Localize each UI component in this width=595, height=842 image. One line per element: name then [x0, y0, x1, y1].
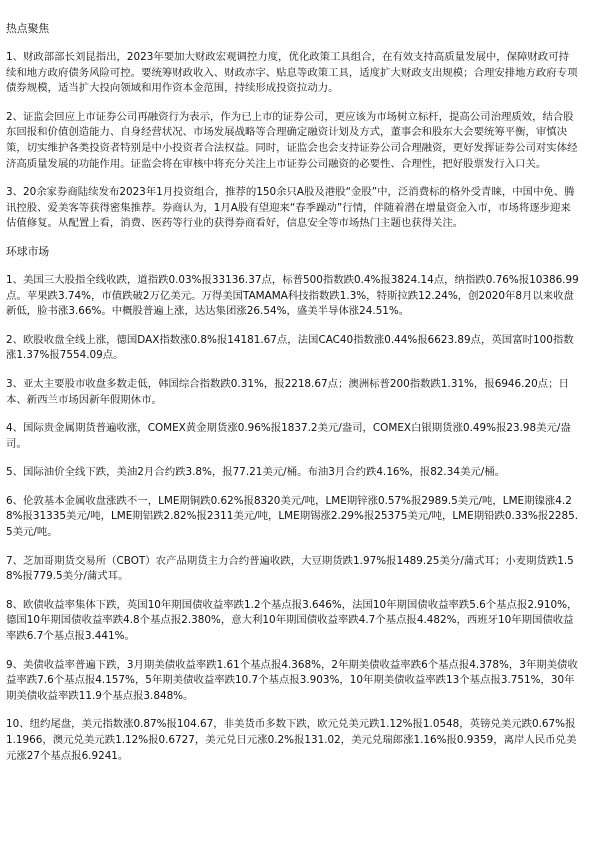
paragraph: 3、20余家券商陆续发布2023年1月投资组合，推荐的150余只A股及港股“金股”中，泛消费标的格外受青睐，中国中免、腾讯控股、爱美客等获得密集推荐。券商认为，1月A股有望迎来“春季躁动”行情，伴随着潜在增量资金入市，市场将逐步迎来估值修复。从配置上看，消费、医药等行业的获得券商看好，信息安全等市场热门主题也获得关注。 — [6, 186, 575, 230]
paragraph: 2、证监会回应上市证券公司再融资行为表示，作为已上市的证券公司，更应该为市场树立标杆，提高公司治理质效，结合股东回报和价值创造能力、自身经营状况、市场发展战略等合理确定融资计划及方式，董事会和股东大会要统筹平衡，审慎决策，切实维护各类投资者特别是中小投资者合法权益。同时，证监会也会支持证券公司合理融资，更好发挥证券公司对实体经济高质量发展的功能作用。证监会将在审核中将充分关注上市证券公司融资的必要性、合理性，把好股票发行入口关。 — [6, 110, 578, 170]
paragraph: 7、芝加哥期货交易所（CBOT）农产品期货主力合约普遍收跌，大豆期货跌1.97%报1489.25美分/蒲式耳；小麦期货跌1.58%报779.5美分/蒲式耳。 — [6, 554, 574, 583]
paragraph: 1、美国三大股指全线收跌，道指跌0.03%报33136.37点，标普500指数跌0.4%报3824.14点，纳指跌0.76%报10386.99点。苹果跌3.74%，市值跌破2万亿美元。万得美国TAMAMA科技指数跌1.3%，特斯拉跌12.24%，创2020年8月以来收盘新低，脸书涨3.66%。中概股普遍上涨，达达集团涨26.54%，盛美半导体涨24.51%。 — [6, 273, 579, 318]
section-title: 热点聚焦 — [6, 22, 50, 35]
section-title: 环球市场 — [6, 244, 50, 258]
paragraph: 8、欧债收益率集体下跌，英国10年期国债收益率跌1.2个基点报3.646%，法国10年期国债收益率跌5.6个基点报2.910%，德国10年期国债收益率跌4.8个基点报2.380%，意大利10年期国债收益率跌4.7个基点报4.482%，西班牙10年期国债收益率跌6.7个基点报3.441%。 — [6, 598, 578, 643]
paragraph: 9、美债收益率普遍下跌，3月期美债收益率跌1.61个基点报4.368%，2年期美债收益率跌6个基点报4.378%，3年期美债收益率跌7.6个基点报4.157%，5年期美债收益率跌10.7个基点报3.903%，10年期美债收益率跌13个基点报3.751%，30年期美债收益率跌11.9个基点报3.848%。 — [6, 658, 578, 702]
paragraph: 3、亚太主要股市收盘多数走低，韩国综合指数跌0.31%，报2218.67点；澳洲标普200指数跌1.31%，报6946.20点；日本、新西兰市场因新年假期休市。 — [6, 377, 569, 406]
paragraph: 4、国际贵金属期货普遍收涨，COMEX黄金期货涨0.96%报1837.2美元/盎司，COMEX白银期货涨0.49%报23.98美元/盎司。 — [6, 422, 571, 450]
paragraph: 2、欧股收盘全线上涨，德国DAX指数涨0.8%报14181.67点，法国CAC40指数涨0.44%报6623.89点，英国富时100指数涨1.37%报7554.09点。 — [6, 333, 574, 362]
paragraph: 10、纽约尾盘，美元指数涨0.87%报104.67，非美货币多数下跌，欧元兑美元跌1.12%报1.0548，英镑兑美元跌0.67%报1.1966，澳元兑美元跌1.12%报0.6727，美元兑日元涨0.2%报131.02，美元兑瑞郎涨1.16%报0.9359，离岸人民币兑美元涨27个基点报6.9241。 — [6, 718, 577, 762]
paragraph: 6、伦敦基本金属收盘涨跌不一，LME期铜跌0.62%报8320美元/吨，LME期锌涨0.57%报2989.5美元/吨，LME期镍涨4.28%报31335美元/吨，LME期铝跌2.82%报2311美元/吨，LME期锡涨2.29%报25375美元/吨，LME期铅跌0.33%报2285.5美元/吨。 — [6, 494, 579, 539]
paragraph: 5、国际油价全线下跌，美油2月合约跌3.8%，报77.21美元/桶。布油3月合约跌4.16%，报82.34美元/桶。 — [6, 466, 506, 479]
section-global-markets — [6, 245, 579, 764]
paragraph: 1、财政部部长刘昆指出，2023年要加大财政宏观调控力度，优化政策工具组合，在有效支持高质量发展中，保障财政可持续和地方政府债务风险可控。要统筹财政收入、财政赤字、贴息等政策工具，适度扩大财政支出规模；合理安排地方政府专项债券规模，适当扩大投向领域和用作资本金范围，持续形成投资拉动力。 — [6, 51, 578, 95]
section-hot-focus — [6, 22, 579, 232]
